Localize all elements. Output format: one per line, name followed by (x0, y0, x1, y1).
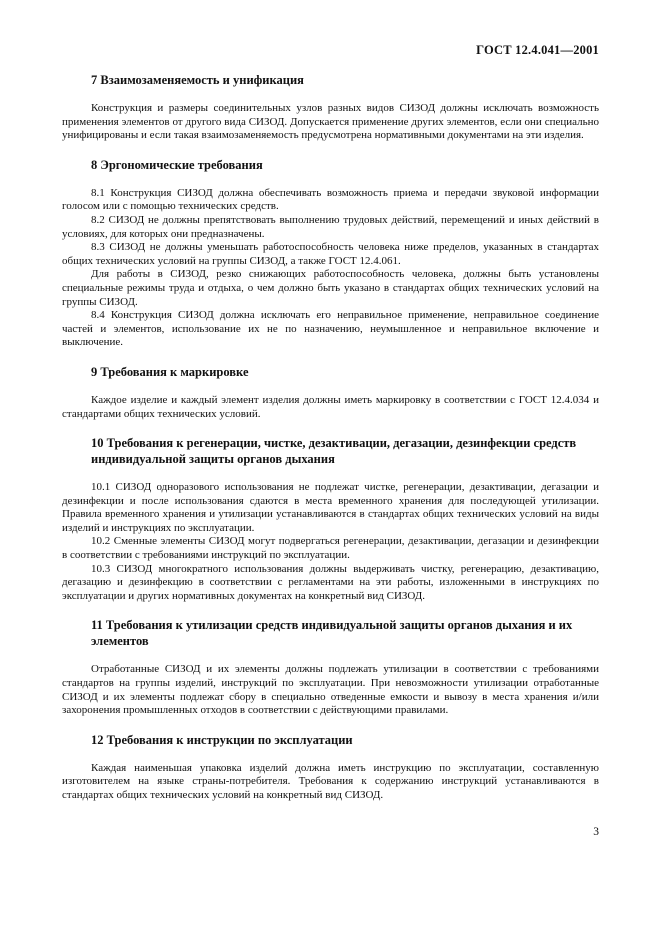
section-paragraph: 8.2 СИЗОД не должны препятствовать выполнению трудовых действий, перемещений и иных действий в условиях, для которых они предназначены. (62, 213, 599, 240)
section-paragraph: 10.2 Сменные элементы СИЗОД могут подвергаться регенерации, дезактивации, дегазации и дезинфекции в соответствии с требованиями инструкций по эксплуатации. (62, 535, 599, 562)
section-8 (62, 157, 599, 350)
document-body (62, 72, 599, 817)
section-10 (62, 435, 599, 603)
section-heading: 12 Требования к инструкции по эксплуатации (91, 732, 353, 747)
section-heading: 9 Требования к маркировке (91, 364, 249, 379)
section-paragraph: 10.3 СИЗОД многократного использования должны выдерживать чистку, регенерацию, дезактивацию, дегазацию и дезинфекцию в соответствии с регламентами на эти работы, изложенными в инструкциях по эксплуатации и других нормативных документах на конкретный вид СИЗОД. (62, 562, 599, 602)
section-12 (62, 732, 599, 803)
section-heading: 7 Взаимозаменяемость и унификация (91, 73, 304, 87)
section-9 (62, 364, 599, 421)
section-paragraph: Конструкция и размеры соединительных узлов разных видов СИЗОД должны исключать возможность применения элементов от другого вида СИЗОД. Допускается применение других элементов, если они специально унифицированы и если такая взаимозаменяемость предусмотрена нормативными документами на эти изделия. (62, 102, 599, 142)
section-heading: 11 Требования к утилизации средств индивидуальной защиты органов дыхания и их элементов (91, 618, 573, 649)
section-heading: 8 Эргономические требования (91, 157, 263, 172)
section-paragraph: 8.1 Конструкция СИЗОД должна обеспечивать возможность приема и передачи звуковой информации голосом или с помощью технических средств. (62, 186, 599, 213)
section-paragraph: 8.3 СИЗОД не должны уменьшать работоспособность человека ниже пределов, указанных в стандартах общих технических условий на группы СИЗОД, а также ГОСТ 12.4.061. (62, 241, 599, 267)
section-heading: 10 Требования к регенерации, чистке, дезактивации, дегазации, дезинфекции средств индивидуальной защиты органов дыхания (91, 436, 577, 467)
section-7 (62, 72, 599, 143)
section-paragraph: 8.4 Конструкция СИЗОД должна исключать его неправильное применение, неправильное соединение частей и элементов, использование их не по назначению, неумышленное и неправильное включение и выключение. (62, 309, 599, 349)
document-code-header: ГОСТ 12.4.041—2001 (476, 43, 599, 57)
section-paragraph: 10.1 СИЗОД одноразового использования не подлежат чистке, регенерации, дезактивации, дегазации и дезинфекции и после использования сдаются в места временного хранения для последующей утилизации. Правила временного хранения и утилизации устанавливаются в стандартах общих технических условий на виды изделий и инструкциях по эксплуатации. (62, 481, 599, 534)
section-paragraph: Каждая наименьшая упаковка изделий должна иметь инструкцию по эксплуатации, составленную изготовителем на языке страны-потребителя. Требования к содержанию инструкций устанавливаются в стандартах общих технических условий на конкретный вид СИЗОД. (62, 761, 599, 801)
section-11 (62, 617, 599, 717)
section-paragraph: Для работы в СИЗОД, резко снижающих работоспособность человека, должны быть установлены специальные режимы труда и отдыха, о чем должно быть указано в стандартах общих технических условий на группы СИЗОД. (62, 268, 599, 308)
section-paragraph: Каждое изделие и каждый элемент изделия должны иметь маркировку в соответствии с ГОСТ 12.4.034 и стандартами общих технических условий. (62, 393, 599, 420)
page-number: 3 (593, 826, 599, 838)
section-paragraph: Отработанные СИЗОД и их элементы должны подлежать утилизации в соответствии с требованиями стандартов на группы изделий, инструкций по эксплуатации. При невозможности утилизации отработанные СИЗОД и их элементы подлежат сбору в специально отведенные емкости и вывозу в места хранения и/или захоронения промышленных отходов в соответствии с действующими правилами. (62, 663, 599, 717)
